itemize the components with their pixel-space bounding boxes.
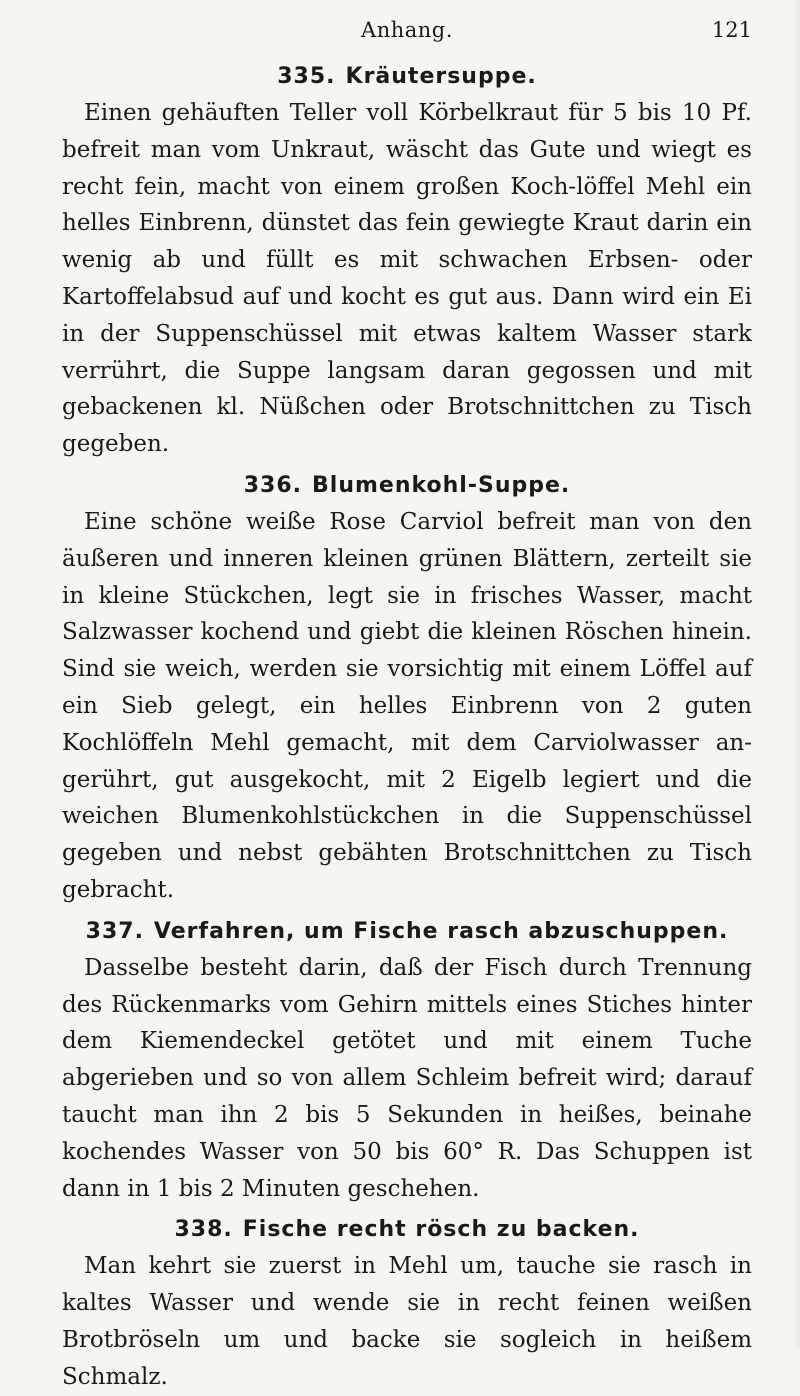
recipe-heading (62, 473, 752, 498)
recipe-336 (62, 473, 752, 909)
recipe-number: 335. (277, 64, 336, 89)
running-header (62, 18, 752, 54)
recipe-heading (62, 919, 752, 944)
recipe-number: 337. (85, 918, 144, 944)
recipe-heading (62, 64, 752, 89)
recipe-text: Dasselbe besteht darin, daß der Fisch durch Trennung des Rückenmarks vom Gehirn mittels eines Stiches hinter dem Kiemendeckel getötet und mit einem Tuche abgerieben und so von allem Schleim befreit wird; darauf taucht man ihn 2 bis 5 Sekunden in heißes, beinahe kochendes Wasser von 50 bis 60° R. Das Schuppen ist dann in 1 bis 2 Minuten geschehen. (62, 954, 752, 1202)
recipe-title: Fische recht rösch zu backen. (242, 1217, 640, 1243)
recipe-335 (62, 64, 752, 463)
page-edge-shade (794, 0, 800, 1348)
recipe-number: 336. (243, 472, 303, 498)
page-number: 121 (711, 18, 752, 42)
recipe-title: Verfahren, um Fische rasch abzuschuppen. (153, 918, 729, 944)
recipe-text: Eine schöne weiße Rose Carviol befreit man von den äußeren und inneren kleinen grünen Blättern, zerteilt sie in kleine Stückchen, legt sie in frisches Wasser, macht Salzwasser kochend und giebt die kleinen Röschen hinein. Sind sie weich, werden sie vorsichtig mit einem Löffel auf ein Sieb gelegt, ein helles Einbrenn von 2 guten Kochlöffeln Mehl gemacht, mit dem Carviolwasser an-gerührt, gut ausgekocht, mit 2 Eigelb legiert und die weichen Blumenkohlstückchen in die Suppenschüssel gegeben und nebst gebähten Brotschnittchen zu Tisch gebracht. (62, 508, 752, 903)
recipe-title: Blumenkohl-Suppe. (312, 472, 571, 498)
recipe-337 (62, 919, 752, 1208)
recipe-title: Kräutersuppe. (345, 64, 537, 89)
recipe-338 (62, 1217, 752, 1395)
recipe-text: Man kehrt sie zuerst in Mehl um, tauche sie rasch in kaltes Wasser und wende sie in recht feinen weißen Brotbröseln um und backe sie sogleich in heißem Schmalz. (62, 1253, 752, 1390)
running-title: Anhang. (361, 18, 453, 42)
recipe-number: 338. (174, 1217, 233, 1243)
recipe-text: Einen gehäuften Teller voll Körbelkraut für 5 bis 10 Pf. befreit man vom Unkraut, wäscht das Gute und wiegt es recht fein, macht von einem großen Koch-löffel Mehl ein helles Einbrenn, dünstet das fein gewiegte Kraut darin ein wenig ab und füllt es mit schwachen Erbsen- oder Kartoffelabsud auf und kocht es gut aus. Dann wird ein Ei in der Suppenschüssel mit etwas kaltem Wasser stark verrührt, die Suppe langsam daran gegossen und mit gebackenen kl. Nüßchen oder Brotschnittchen zu Tisch gegeben. (62, 100, 752, 458)
recipe-heading (62, 1217, 752, 1242)
